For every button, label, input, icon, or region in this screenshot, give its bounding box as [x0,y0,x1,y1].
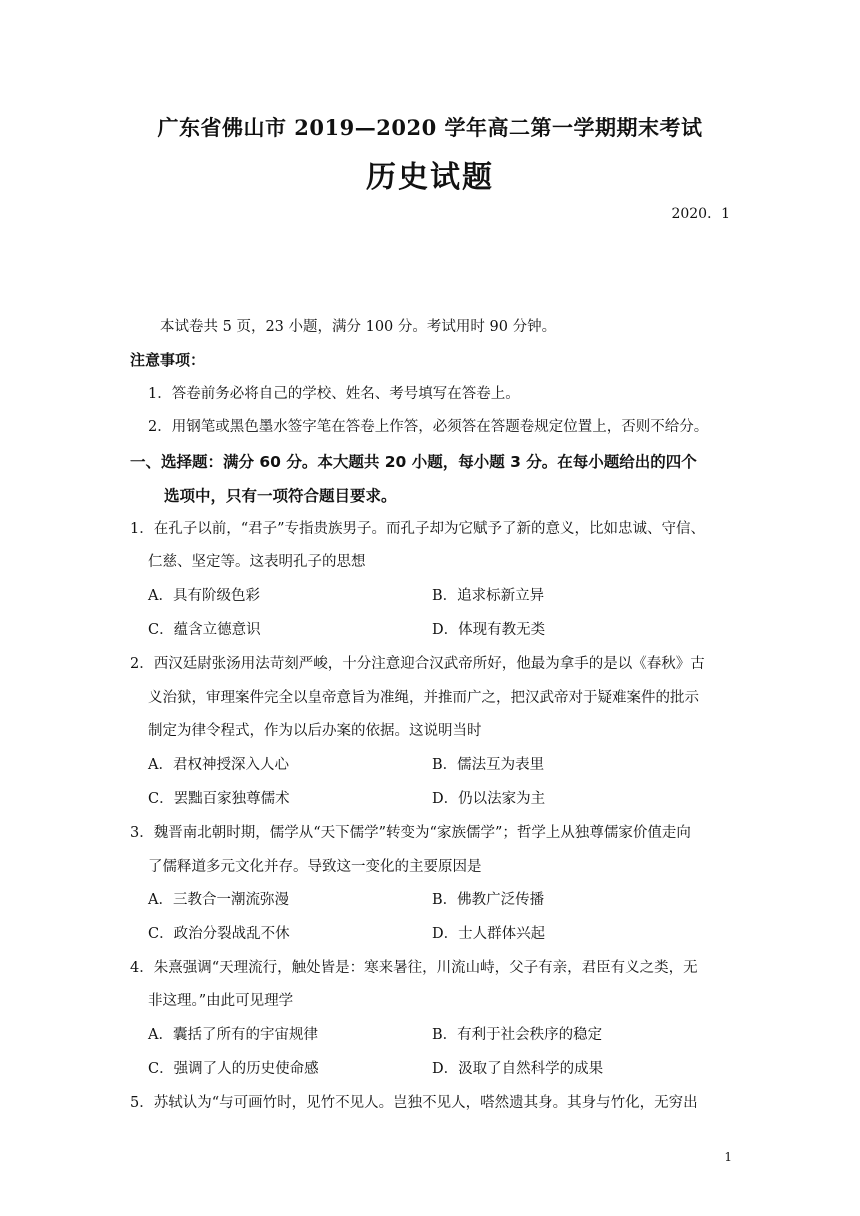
question-2-stem-cont: 义治狱，审理案件完全以皇帝意旨为准绳，并推而广之，把汉武帝对于疑难案件的批示 [148,690,699,706]
question-2-stem-cont: 制定为律令程式，作为以后办案的依据。这说明当时 [148,723,482,739]
question-1-option-b: B．追求标新立异 [432,588,545,604]
question-1-option-d: D．体现有教无类 [432,622,546,638]
question-4-option-c: C．强调了人的历史使命感 [148,1061,319,1077]
section-heading-cont: 选项中，只有一项符合题目要求。 [164,487,397,505]
section-heading: 一、选择题：满分 60 分。本大题共 20 小题，每小题 3 分。在每小题给出的四个 [130,453,697,471]
question-5-stem: 5．苏轼认为“与可画竹时，见竹不见人。岂独不见人，嗒然遗其身。其身与竹化，无穷出 [130,1095,698,1111]
exam-title: 广东省佛山市 2019—2020 学年高二第一学期期末考试 [157,115,703,140]
question-3-stem: 3．魏晋南北朝时期，儒学从“天下儒学”转变为“家族儒学”；哲学上从独尊儒家价值走向 [130,825,691,841]
question-1-option-a: A．具有阶级色彩 [148,588,260,604]
question-2-option-c: C．罢黜百家独尊儒术 [148,791,290,807]
question-1-option-c: C．蕴含立德意识 [148,622,261,638]
question-2-option-d: D．仍以法家为主 [432,791,546,807]
question-4-option-d: D．汲取了自然科学的成果 [432,1061,604,1077]
question-3-option-a: A．三教合一潮流弥漫 [148,892,289,908]
page-number: 1 [724,1150,732,1164]
question-4-stem: 4．朱熹强调“天理流行，触处皆是：寒来暑往，川流山峙，父子有亲，君臣有义之类，无 [130,960,698,976]
notice-item: 1．答卷前务必将自己的学校、姓名、考号填写在答卷上。 [148,386,520,402]
question-1-stem: 1．在孔子以前，“君子”专指贵族男子。而孔子却为它赋予了新的意义，比如忠诚、守信、 [130,521,706,537]
question-2-option-a: A．君权神授深入人心 [148,757,289,773]
notice-heading: 注意事项： [130,351,206,369]
exam-intro: 本试卷共 5 页，23 小题，满分 100 分。考试用时 90 分钟。 [160,319,557,335]
question-4-option-a: A．囊括了所有的宇宙规律 [148,1027,318,1043]
question-3-option-c: C．政治分裂战乱不休 [148,926,290,942]
notice-item: 2．用钢笔或黑色墨水签字笔在答卷上作答，必须答在答题卷规定位置上，否则不给分。 [148,419,709,435]
exam-subtitle: 历史试题 [366,160,494,195]
question-4-stem-cont: 非这理。”由此可见理学 [148,993,294,1009]
question-2-option-b: B．儒法互为表里 [432,757,545,773]
question-3-option-b: B．佛教广泛传播 [432,892,545,908]
question-4-option-b: B．有利于社会秩序的稳定 [432,1027,603,1043]
question-3-option-d: D．士人群体兴起 [432,926,546,942]
question-2-stem: 2．西汉廷尉张汤用法苛刻严峻，十分注意迎合汉武帝所好，他最为拿手的是以《春秋》古 [130,656,705,672]
question-3-stem-cont: 了儒释道多元文化并存。导致这一变化的主要原因是 [148,859,482,875]
question-1-stem-cont: 仁慈、坚定等。这表明孔子的思想 [148,554,366,570]
exam-date: 2020．1 [671,206,730,222]
